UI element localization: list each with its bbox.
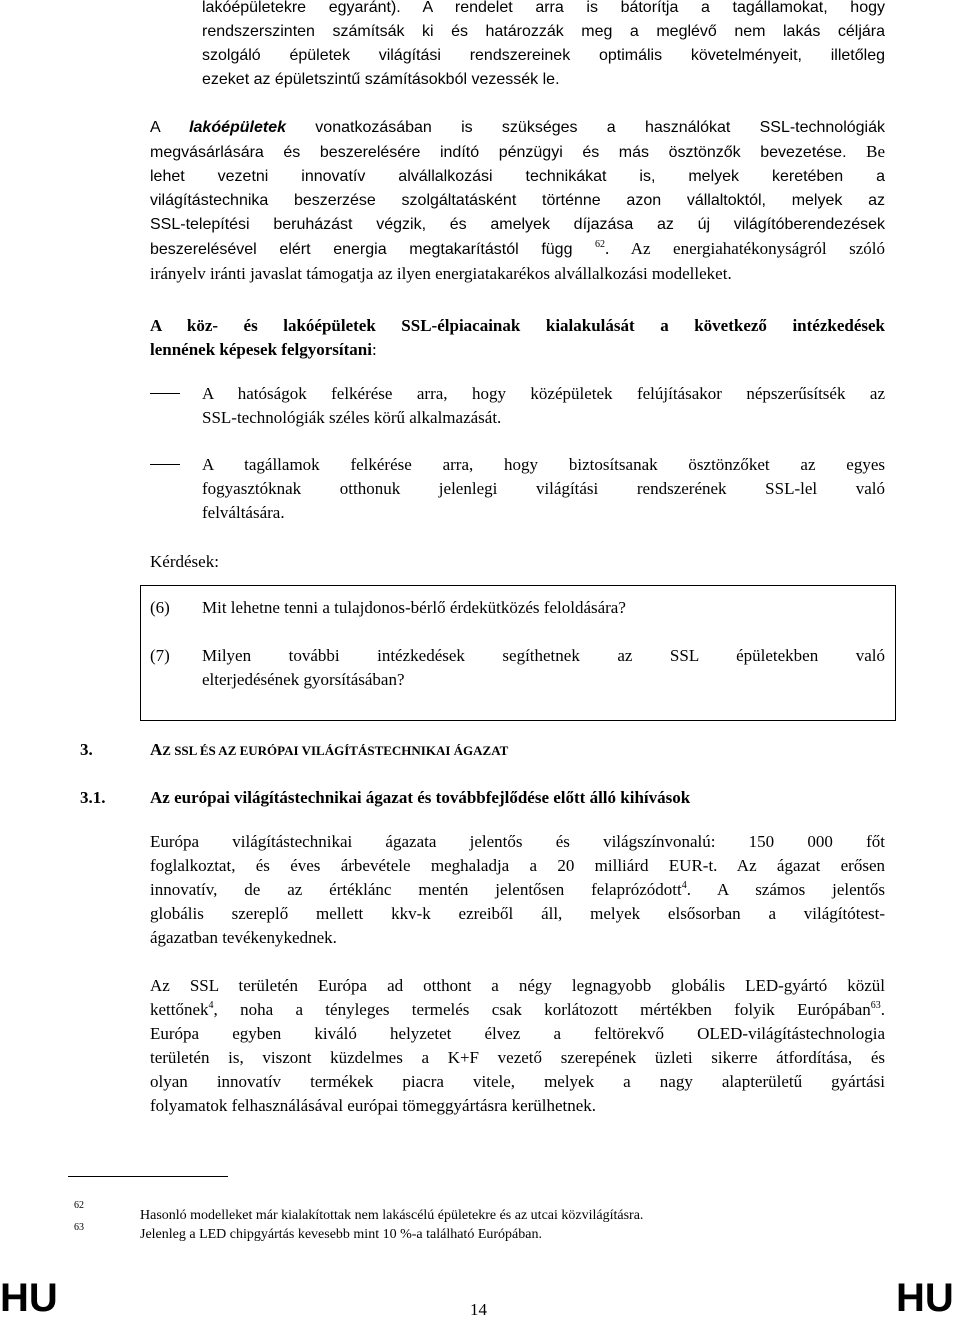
footnote-text: Jelenleg a LED chipgyártás kevesebb mint 10 %-a található Európában. bbox=[140, 1227, 542, 1242]
top-line-3: szolgáló épületek világítási rendszereinek optimális követelményeit, illetőleg bbox=[202, 47, 885, 64]
paragraph-lakoepuletek bbox=[150, 116, 885, 286]
p2-line-7: irányelv iránti javaslat támogatja az ilyen energiatakarékos alvállalkozási modelleket. bbox=[150, 264, 732, 283]
bold-intro-line-1: A köz- és lakóépületek SSL-élpiacainak kialakulását a következő intézkedések bbox=[150, 316, 885, 335]
p2-line-6: beszerelésével elért energia megtakarítástól függ $^{62}$. Az energiahatékonyságról szóló bbox=[150, 239, 885, 258]
footer-language-left: HU bbox=[0, 1276, 58, 1320]
footnote-ref-4: 4 bbox=[208, 1000, 214, 1011]
p2-line-3: lehet vezetni innovatív alvállalkozási technikákat is, melyek keretében a bbox=[150, 168, 885, 185]
p2-line-5: SSL-telepítési beruházást végzik, és amelyek díjazása az új világítóberendezések bbox=[150, 216, 885, 233]
p2-line-4: világítástechnika beszerzése szolgáltatásként történne azon vállaltoktól, melyek az bbox=[150, 192, 885, 209]
footer-language-right: HU bbox=[896, 1276, 954, 1320]
section-3-1-title: Az európai világítástechnikai ágazat és továbbfejlődése előtt álló kihívások bbox=[150, 788, 691, 807]
footnote-ref-63: 63 bbox=[870, 1000, 881, 1011]
dash-bullet-icon bbox=[150, 393, 180, 394]
page-number: 14 bbox=[470, 1300, 487, 1319]
italic-term: lakóépületek bbox=[189, 119, 287, 136]
footnote-number: 62 bbox=[74, 1200, 84, 1211]
footnote-ref-62: 62 bbox=[594, 239, 605, 250]
footnote-number: 63 bbox=[74, 1222, 84, 1233]
p2-line-1: A lakóépületek vonatkozásában is szükséges a használókat SSL-technológiák bbox=[150, 119, 886, 136]
top-line-2: rendszerszinten számítsák ki és határozzák meg a meglévő nem lakás céljára bbox=[202, 23, 885, 40]
bold-intro bbox=[150, 314, 885, 362]
dash-bullet-icon bbox=[150, 464, 180, 465]
section-3-title: AZ SSL ÉS AZ EURÓPAI VILÁGÍTÁSTECHNIKAI ÁGAZAT bbox=[150, 740, 509, 759]
section-3-number: 3. bbox=[80, 740, 93, 759]
section-3-1-number: 3.1. bbox=[80, 788, 106, 807]
footnote-text: Hasonló modelleket már kialakítottak nem lakáscélú épületekre és az utcai közvilágításra. bbox=[140, 1208, 644, 1223]
paragraph-ssl-europa: Az SSL területén Európa ad otthont a négy legnagyobb globális LED-gyártó közül kettőnek$^4$, noha a tényleges termelés csak korlátozott mértékben folyik Európában$^{63}$. Európa egyben kiváló helyzetet élvez a feltörekvő OLED-világítástechnologia területén is, viszont küzdelmes a K+F vezető szerepének üzleti sikerre átfordítása, és olyan innovatív termékek piacra vitele, melyek a nagy alapterületű gyártási folyamatok felhasználásával európai tömeggyártásra kerülhetnek. bbox=[150, 976, 885, 1115]
footnote-separator bbox=[68, 1176, 228, 1177]
document-page: lakóépületekre egyaránt). A rendelet arra is bátorítja a tagállamokat, hogy rendszerszinten számítsák ki és határozzák meg a meglévő nem lakás céljára szolgáló épületek világítási rendszereinek optimális követelményeit, illetőleg ezeket az épületszintű számításokból vezessék le. A lakóépületek vonatkozásában is szükséges a használókat SSL-technológiák megvásárlására és beszerelésére indító pénzügyi és más ösztönzők bevezetése. Be lehet vezetni innovatív alvállalkozási technikákat is, melyek keretében a világítástechnika beszerzése szolgáltatásként történne azon vállaltoktól, melyek az SSL-telepítési beruházást végzik, és amelyek díjazása az új világítóberendezések beszerelésével elért energia megtakarítástól függ $^{62}$. Az energiahatékonyságról szóló irányelv iránti javaslat támogatja az ilyen energiatakarékos alvállalkozási modelleket. A köz- és lakóépületek SSL-élpiacainak kialakulását a következő intézkedések lennének képesek felgyorsítani: A hatóságok felkérése arra, hogy középületek felújításakor népszerűsítsék az SSL-technológiák széles körű alkalmazását. A tagállamok felkérése arra, hogy biztosítsanak ösztönzőket az egyes fogyasztóknak otthonuk jelenlegi világítási rendszerének SSL-lel való felváltására. Kérdések: (6) Mit lehetne tenni a tulajdonos-bérlő érdekütközés feloldására? (7) Milyen további intézkedések segíthetnek az SSL épületekben való elterjedésének gyorsításában? 3. AZ SSL ÉS AZ EURÓPAI VILÁGÍTÁSTECHNIKAI ÁGAZAT 3.1. Az európai világítástechnikai ágazat és továbbfejlődése előtt álló kihívások Európa világítástechnikai ágazata jelentős és világszínvonalú: 150 000 főt foglalkoztat, és éves árbevétele meghaladja a 20 milliárd EUR-t. Az ágazat erősen innovatív, de az értéklánc mentén jelentősen felaprózódott$^4$. A számos jelentős globális szereplő mellett kkv-k ezreiből áll, melyek elsősorban a világítótest- ágazatban tevékenykednek. Az SSL területén Európa ad otthont a négy legnagyobb globális LED-gyártó közül kettőnek$^4$, noha a tényleges termelés csak korlátozott mértékben folyik Európában$^{63}$. Európa egyben kiváló helyzetet élvez a feltörekvő OLED-világítástechnologia területén is, viszont küzdelmes a K+F vezető szerepének üzleti sikerre átfordítása, és olyan innovatív termékek piacra vitele, melyek a nagy alapterületű gyártási folyamatok felhasználásával európai tömeggyártásra kerülhetnek. 62 Hasonló modelleket már kialakítottak nem lakáscélú épületekre és az utcai közvilágításra. 63 Jelenleg a LED chipgyártás kevesebb mint 10 %-a található Európában. HU 14 HU bbox=[0, 0, 960, 1320]
footnote-ref-4: 4 bbox=[681, 880, 687, 891]
top-paragraph bbox=[202, 0, 885, 92]
questions-label: Kérdések: bbox=[150, 552, 219, 571]
bold-intro-line-2: lennének képesek felgyorsítani: bbox=[150, 340, 377, 359]
top-line-1: lakóépületekre egyaránt). A rendelet arra is bátorítja a tagállamokat, hogy bbox=[202, 0, 885, 16]
top-line-4: ezeket az épületszintű számításokból vezessék le. bbox=[202, 71, 560, 88]
question-number: (7) bbox=[150, 646, 170, 665]
question-number: (6) bbox=[150, 598, 170, 617]
paragraph-europa-agazat: Európa világítástechnikai ágazata jelentős és világszínvonalú: 150 000 főt foglalkoztat, és éves árbevétele meghaladja a 20 milliárd EUR-t. Az ágazat erősen innovatív, de az értéklánc mentén jelentősen felaprózódott$^4$. A számos jelentős globális szereplő mellett kkv-k ezreiből áll, melyek elsősorban a világítótest- ágazatban tevékenykednek. bbox=[150, 832, 886, 947]
p2-line-2: megvásárlására és beszerelésére indító pénzügyi és más ösztönzők bevezetése. Be bbox=[150, 142, 886, 161]
